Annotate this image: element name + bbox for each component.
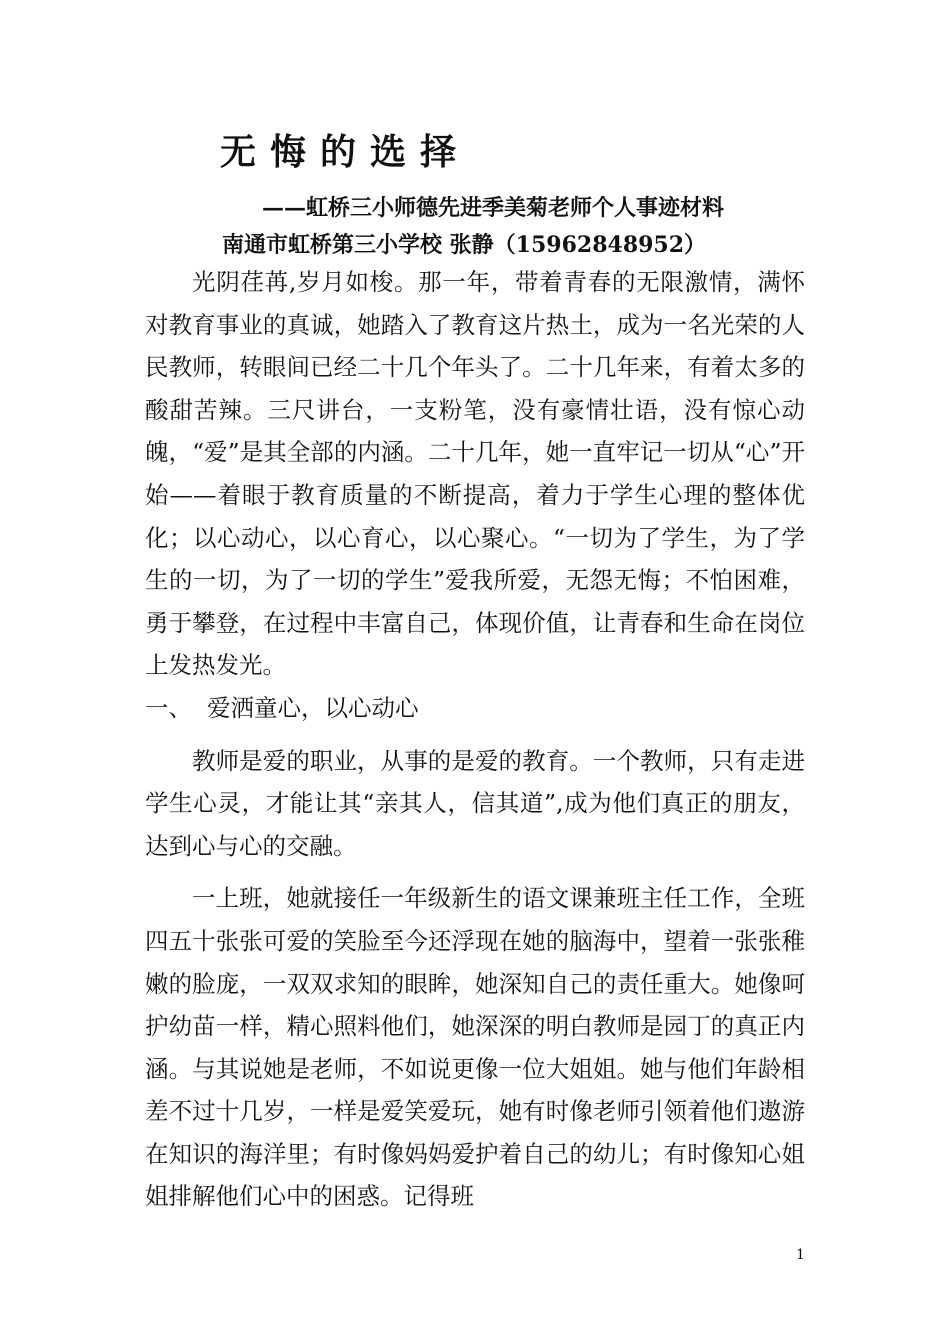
section-heading — [145, 687, 805, 730]
author-line: 南通市虹桥第三小学校 张静（15962848952） — [222, 232, 707, 258]
document-body — [145, 261, 805, 1218]
page-number: 1 — [796, 1247, 805, 1263]
section-heading-text: 爱洒童心，以心动心 — [207, 693, 419, 722]
intro-paragraph: 光阴荏苒,岁月如梭。那一年，带着青春的无限激情，满怀对教育事业的真诚，她踏入了教育这片热土，成为一名光荣的人民教师，转眼间已经二十几个年头了。二十几年来，有着太多的酸甜苦辣。三尺讲台，一支粉笔，没有豪情壮语，没有惊心动魄，“爱”是其全部的内涵。二十几年，她一直牢记一切从“心”开始——着眼于教育质量的不断提高，着力于学生心理的整体优化；以心动心，以心育心，以心聚心。“一切为了学生，为了学生的一切，为了一切的学生”爱我所爱，无怨无悔；不怕困难，勇于攀登，在过程中丰富自己，体现价值，让青春和生命在岗位上发热发光。 — [145, 268, 805, 680]
section-number: 一、 — [145, 693, 192, 722]
body-paragraph: 一上班，她就接任一年级新生的语文课兼班主任工作，全班四五十张张可爱的笑脸至今还浮现在她的脑海中，望着一张张稚嫩的脸庞，一双双求知的眼眸，她深知自己的责任重大。她像呵护幼苗一样，精心照料他们，她深深的明白教师是园丁的真正内涵。与其说她是老师，不如说更像一位大姐姐。她与他们年龄相差不过十几岁，一样是爱笑爱玩，她有时像老师引领着他们遨游在知识的海洋里；有时像妈妈爱护着自己的幼儿；有时像知心姐姐排解他们心中的困惑。记得班 — [145, 884, 805, 1211]
body-paragraph: 教师是爱的职业，从事的是爱的教育。一个教师，只有走进学生心灵，才能让其“亲其人，信其道”,成为他们真正的朋友，达到心与心的交融。 — [145, 746, 805, 860]
document-subtitle: ——虹桥三小师德先进季美菊老师个人事迹材料 — [262, 195, 725, 221]
document-title: 无悔的选择 — [220, 131, 471, 173]
